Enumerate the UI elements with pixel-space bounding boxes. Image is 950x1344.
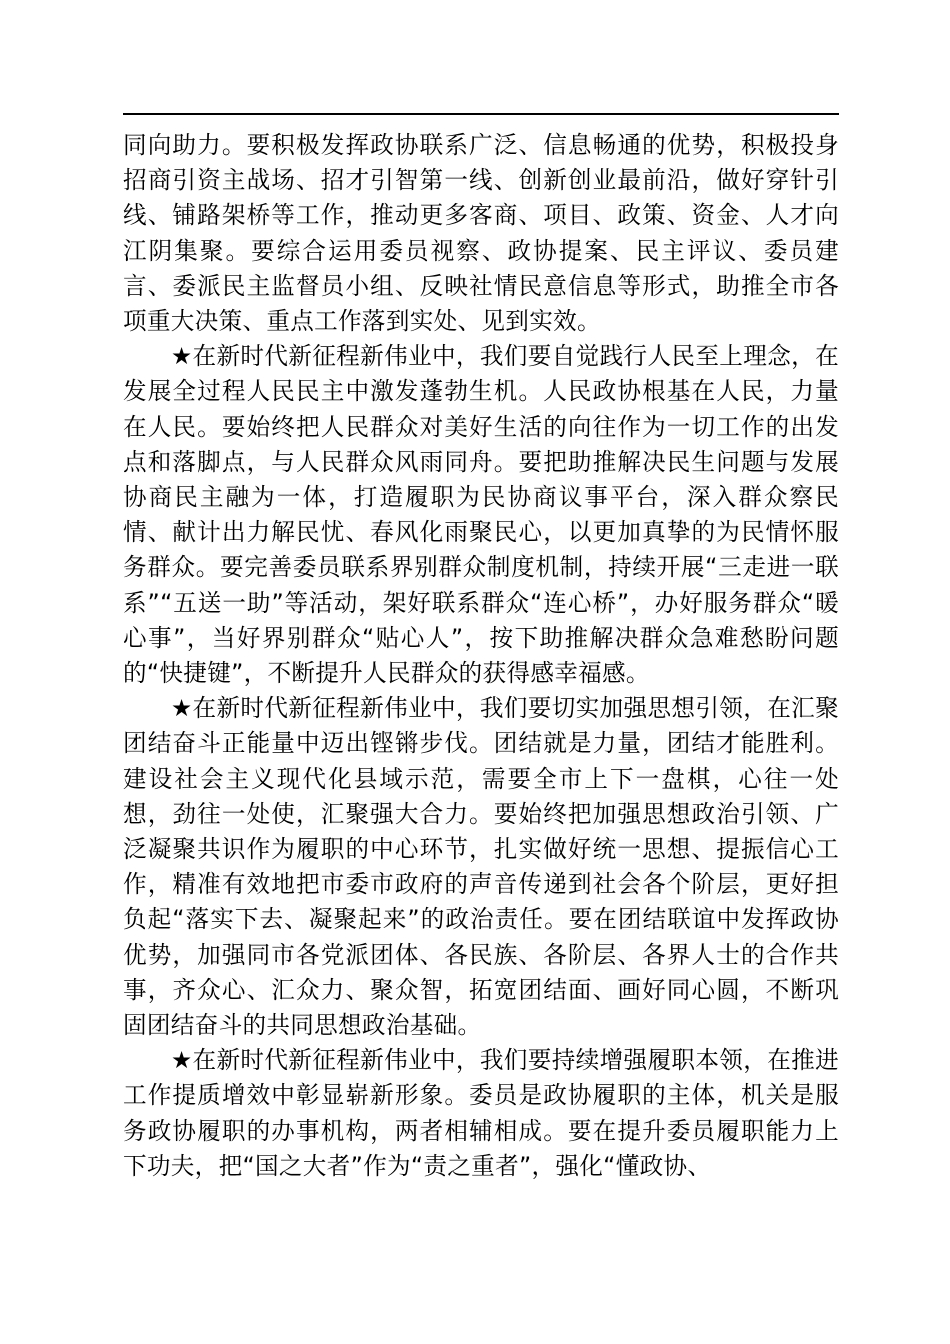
paragraph-1: 同向助力。要积极发挥政协联系广泛、信息畅通的优势，积极投身招商引资主战场、招才引智第一线、创新创业最前沿，做好穿针引线、铺路架桥等工作，推动更多客商、项目、政策、资金、人才向江阴集聚。要综合运用委员视察、政协提案、民主评议、委员建言、委派民主监督员小组、反映社情民意信息等形式，助推全市各项重大决策、重点工作落到实处、见到实效。 <box>123 131 839 336</box>
document-body <box>123 128 839 1184</box>
paragraph-4: ★在新时代新征程新伟业中，我们要持续增强履职本领，在推进工作提质增效中彰显崭新形象。委员是政协履职的主体，机关是服务政协履职的办事机构，两者相辅相成。要在提升委员履职能力上下功夫，把“国之大者”作为“责之重者”，强化“懂政协、 <box>123 1046 839 1180</box>
paragraph-3: ★在新时代新征程新伟业中，我们要切实加强思想引领，在汇聚团结奋斗正能量中迈出铿锵步伐。团结就是力量，团结才能胜利。建设社会主义现代化县域示范，需要全市上下一盘棋，心往一处想，劲往一处使，汇聚强大合力。要始终把加强思想政治引领、广泛凝聚共识作为履职的中心环节，扎实做好统一思想、提振信心工作，精准有效地把市委市政府的声音传递到社会各个阶层，更好担负起“落实下去、凝聚起来”的政治责任。要在团结联谊中发挥政协优势，加强同市各党派团体、各民族、各阶层、各界人士的合作共事，齐众心、汇众力、聚众智，拓宽团结面、画好同心圆，不断巩固团结奋斗的共同思想政治基础。 <box>123 694 839 1040</box>
paragraph-2: ★在新时代新征程新伟业中，我们要自觉践行人民至上理念，在发展全过程人民民主中激发蓬勃生机。人民政协根基在人民，力量在人民。要始终把人民群众对美好生活的向往作为一切工作的出发点和落脚点，与人民群众风雨同舟。要把助推解决民生问题与发展协商民主融为一体，打造履职为民协商议事平台，深入群众察民情、献计出力解民忧、春风化雨聚民心，以更加真挚的为民情怀服务群众。要完善委员联系界别群众制度机制，持续开展“三走进一联系”“五送一助”等活动，架好联系群众“连心桥”，办好服务群众“暖心事”，当好界别群众“贴心人”，按下助推解决群众急难愁盼问题的“快捷键”，不断提升人民群众的获得感幸福感。 <box>123 342 839 688</box>
header-rule <box>123 113 839 115</box>
